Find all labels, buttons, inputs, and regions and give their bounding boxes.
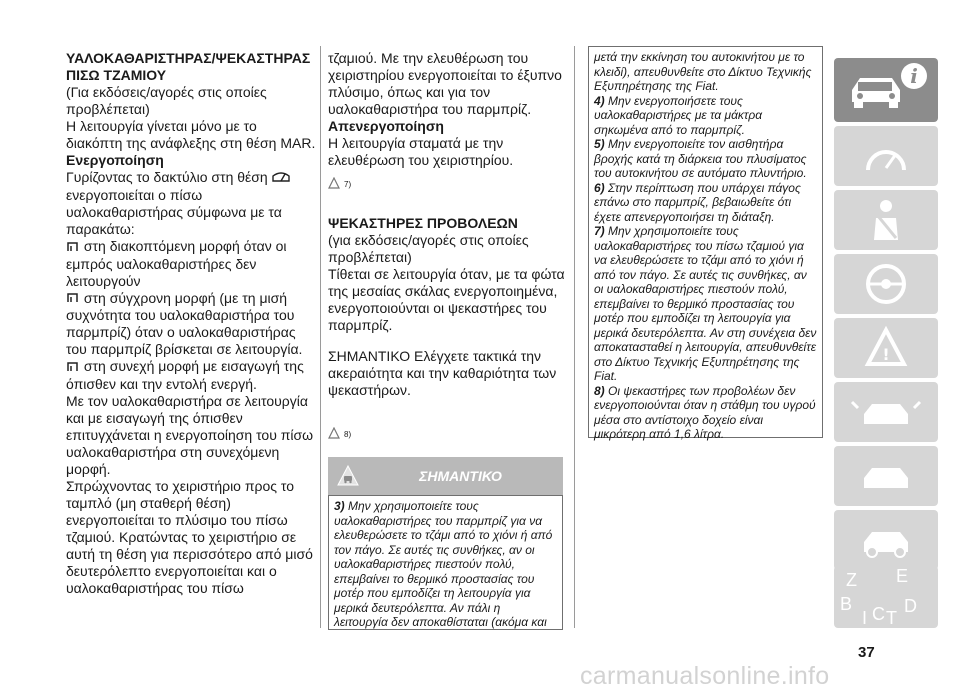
index-letter: T <box>886 608 897 628</box>
availability-note-2: (για εκδόσεις/αγορές στις οποίες προβλέπεται) <box>328 232 529 265</box>
tab-emergency[interactable] <box>834 382 938 442</box>
index-letter: B <box>840 594 853 614</box>
important-note-box <box>328 495 563 630</box>
note-reference-8 <box>328 427 568 441</box>
bullet-continuous <box>66 358 316 393</box>
wrench-car-icon <box>834 446 938 506</box>
note-7 <box>594 224 817 384</box>
activation-heading: Ενεργοποίηση <box>66 152 164 168</box>
warning-triangle-icon <box>328 177 340 191</box>
washer-paragraph: Σπρώχνοντας το χειριστήριο προς το ταμπλό (μη σταθερή θέση) ενεργοποιείται το πλύσιμο του πίσω τζαμιού. Κρατώντας το χειριστήριο σε αυτή τη θέση για περισσότερο από μισό δευτερόλεπτο ενεργοποιείται και ο υαλοκαθαριστήρας του πίσω <box>66 478 313 597</box>
bullet-text-3: στη συνεχή μορφή με εισαγωγή της όπισθεν και την εντολή ενεργή. <box>66 358 304 393</box>
tab-warning-lights[interactable] <box>834 318 938 378</box>
bullet-icon <box>66 239 80 256</box>
tab-safety[interactable] <box>834 190 938 250</box>
svg-text:!: ! <box>882 345 890 364</box>
note-7-number: 7) <box>594 224 605 238</box>
important-check-paragraph: ΣΗΜΑΝΤΙΚΟ Ελέγχετε τακτικά την ακεραιότητα και την καθαριότητα των ψεκαστήρων. <box>328 348 557 398</box>
page-number: 37 <box>858 644 875 661</box>
bullet-icon <box>66 359 80 376</box>
note-3-number: 3) <box>334 499 345 513</box>
tab-starting-driving[interactable] <box>834 254 938 314</box>
note-4 <box>594 94 817 138</box>
car-emergency-icon <box>834 382 938 442</box>
note-6-text: Στην περίπτωση που υπάρχει πάγος επάνω στο παρμπρίζ, βεβαιωθείτε ότι έχετε απενεργοποιήσει τη διάταξη. <box>594 180 801 224</box>
bullet-intermittent <box>66 238 316 290</box>
steering-wheel-icon <box>834 254 938 314</box>
bullet-synchronous <box>66 290 316 359</box>
note-8-text: Οι ψεκαστήρες των προβολέων δεν ενεργοποιούνται όταν η στάθμη του υγρού μέσα στο αντίστοιχο δοχείο είναι μικρότερη από 1,6 λίτρα. <box>594 383 816 441</box>
note-6 <box>594 181 817 225</box>
headlight-washers-heading: ΨΕΚΑΣΤΗΡΕΣ ΠΡΟΒΟΛΕΩΝ <box>328 215 518 231</box>
car-info-icon <box>834 58 938 122</box>
notes-box <box>588 46 823 441</box>
car-warning-icon <box>336 464 360 493</box>
note-3-text: Μην χρησιμοποιείτε τους υαλοκαθαριστήρες του παρμπρίζ για να ελευθερώσετε το τζάμι από το χιόνι ή από τον πάγο. Σε αυτές τις συνθήκες, αν οι υαλοκαθαριστήρες πιεστούν πολύ, επεμβαίνει το θερμικό προστασίας του μοτέρ που εμποδίζει τη λειτουργία για μερικά δευτερόλεπτα. Αν πάλι η λειτουργία δεν αποκαθίσταται (ακόμα και <box>334 499 553 629</box>
section-heading-rear-wiper: ΥΑΛΟΚΑΘΑΡΙΣΤΗΡΑΣ/ΨΕΚΑΣΤΗΡΑΣ ΠΙΣΩ ΤΖΑΜΙΟΥ <box>66 50 311 83</box>
index-letter: E <box>896 566 909 586</box>
activation-paragraph <box>66 169 316 238</box>
reverse-paragraph: Με τον υαλοκαθαριστήρα σε λειτουργία και με εισαγωγή της όπισθεν επιτυγχάνεται η ενεργοποίηση του πίσω υαλοκαθαριστήρα στη συνεχόμενη μορφή. <box>66 393 314 478</box>
continuation-paragraph: τζαμιού. Με την ελευθέρωση του χειριστηρίου ενεργοποιείται το έξυπνο πλύσιμο, όπως και για τον υαλοκαθαριστήρα του παρμπρίζ. <box>328 50 562 117</box>
svg-text:i: i <box>910 64 918 88</box>
important-box-header <box>328 457 563 495</box>
tab-maintenance[interactable] <box>834 446 938 506</box>
note-3-continuation: μετά την εκκίνηση του αυτοκινήτου με το κλειδί), απευθυνθείτε στο Δίκτυο Τεχνικής Εξυπηρέτησης της Fiat. <box>594 50 812 93</box>
deactivation-heading: Απενεργοποίηση <box>328 118 444 134</box>
note-8 <box>594 384 817 442</box>
note-8-number: 8) <box>594 383 605 398</box>
column-1 <box>66 50 316 597</box>
note-4-number: 4) <box>594 93 605 108</box>
car-specs-icon <box>834 510 938 570</box>
seatbelt-icon <box>834 190 938 250</box>
tab-index[interactable] <box>834 566 938 628</box>
note-5-number: 5) <box>594 137 605 151</box>
rear-wiper-symbol-icon <box>272 170 290 187</box>
bullet-text-2: στη σύγχρονη μορφή (με τη μισή συχνότητα του υαλοκαθαριστήρα του παρμπρίζ) όταν ο υαλοκαθαριστήρας του παρμπρίζ βρίσκεται σε λειτουργία. <box>66 289 303 358</box>
note-reference-7 <box>328 177 568 191</box>
headlight-washers-paragraph: Τίθεται σε λειτουργία όταν, με τα φώτα της μεσαίας σκάλας ενεργοποιημένα, ενεργοποιούνται οι ψεκαστήρες του παρμπρίζ. <box>328 266 565 333</box>
deactivation-paragraph: Η λειτουργία σταματά με την ελευθέρωση του χειριστηρίου. <box>328 135 514 168</box>
index-letter: D <box>904 596 917 616</box>
note-5-text: Μην ενεργοποιείτε τον αισθητήρα βροχής κατά τη διάρκεια του πλυσίματος του αυτοκινήτου σε αυτόματο πλυντήριο. <box>594 137 807 180</box>
column-2 <box>328 50 568 441</box>
bullet-icon <box>66 290 80 307</box>
note-4-text: Μην ενεργοποιήσετε τους υαλοκαθαριστήρες με τα μάκτρα σηκωμένα από το παρμπρίζ. <box>594 93 763 137</box>
intro-paragraph: Η λειτουργία γίνεται μόνο με το διακόπτη της ανάφλεξης στη θέση MAR. <box>66 118 316 151</box>
note-ref-label-7: 7) <box>344 179 352 189</box>
activation-text-b: ενεργοποιείται ο πίσω υαλοκαθαριστήρας σύμφωνα με τα παρακάτω: <box>66 186 282 237</box>
tab-dashboard[interactable] <box>834 126 938 186</box>
column-divider-2 <box>574 46 575 628</box>
note-3 <box>334 499 557 630</box>
tab-car-info[interactable] <box>834 58 938 122</box>
note-5 <box>594 137 817 181</box>
activation-text-a: Γυρίζοντας το δακτύλιο στη θέση <box>66 169 268 185</box>
index-letter: Z <box>846 570 857 590</box>
note-ref-label-8: 8) <box>344 429 352 439</box>
important-box-title: ΣΗΜΑΝΤΙΚΟ <box>419 468 502 484</box>
alphabetical-index-icon <box>834 566 938 628</box>
index-letter: I <box>862 608 868 628</box>
dashboard-gauge-icon <box>834 126 938 186</box>
tab-technical-data[interactable] <box>834 510 938 570</box>
warning-triangle-icon <box>328 427 340 441</box>
bullet-text-1: στη διακοπτόμενη μορφή όταν οι εμπρός υαλοκαθαριστήρες δεν λειτουργούν <box>66 237 287 289</box>
warning-triangle-tab-icon <box>834 318 938 378</box>
note-6-number: 6) <box>594 180 605 195</box>
note-7-text: Μην χρησιμοποιείτε τους υαλοκαθαριστήρες του πίσω τζαμιού για να ελευθερώσετε το τζάμι από το χιόνι ή από τον πάγο. Σε αυτές τις συνθήκες, αν οι υαλοκαθαριστήρες πιεστούν πολύ, επεμβαίνει το θερμικό προστασίας του μοτέρ που εμποδίζει τη λειτουργία για μερικά δευτερόλεπτα. Αν στη συνέχεια δεν αποκατασταθεί η λειτουργία, απευθυνθείτε στο Δίκτυο Τεχνικής Εξυπηρέτησης της Fiat. <box>594 224 817 383</box>
index-letter: C <box>872 604 885 624</box>
availability-note: (Για εκδόσεις/αγορές στις οποίες προβλέπεται) <box>66 84 267 117</box>
watermark: carmanualsonline.info <box>580 662 830 690</box>
column-divider-1 <box>320 46 321 628</box>
